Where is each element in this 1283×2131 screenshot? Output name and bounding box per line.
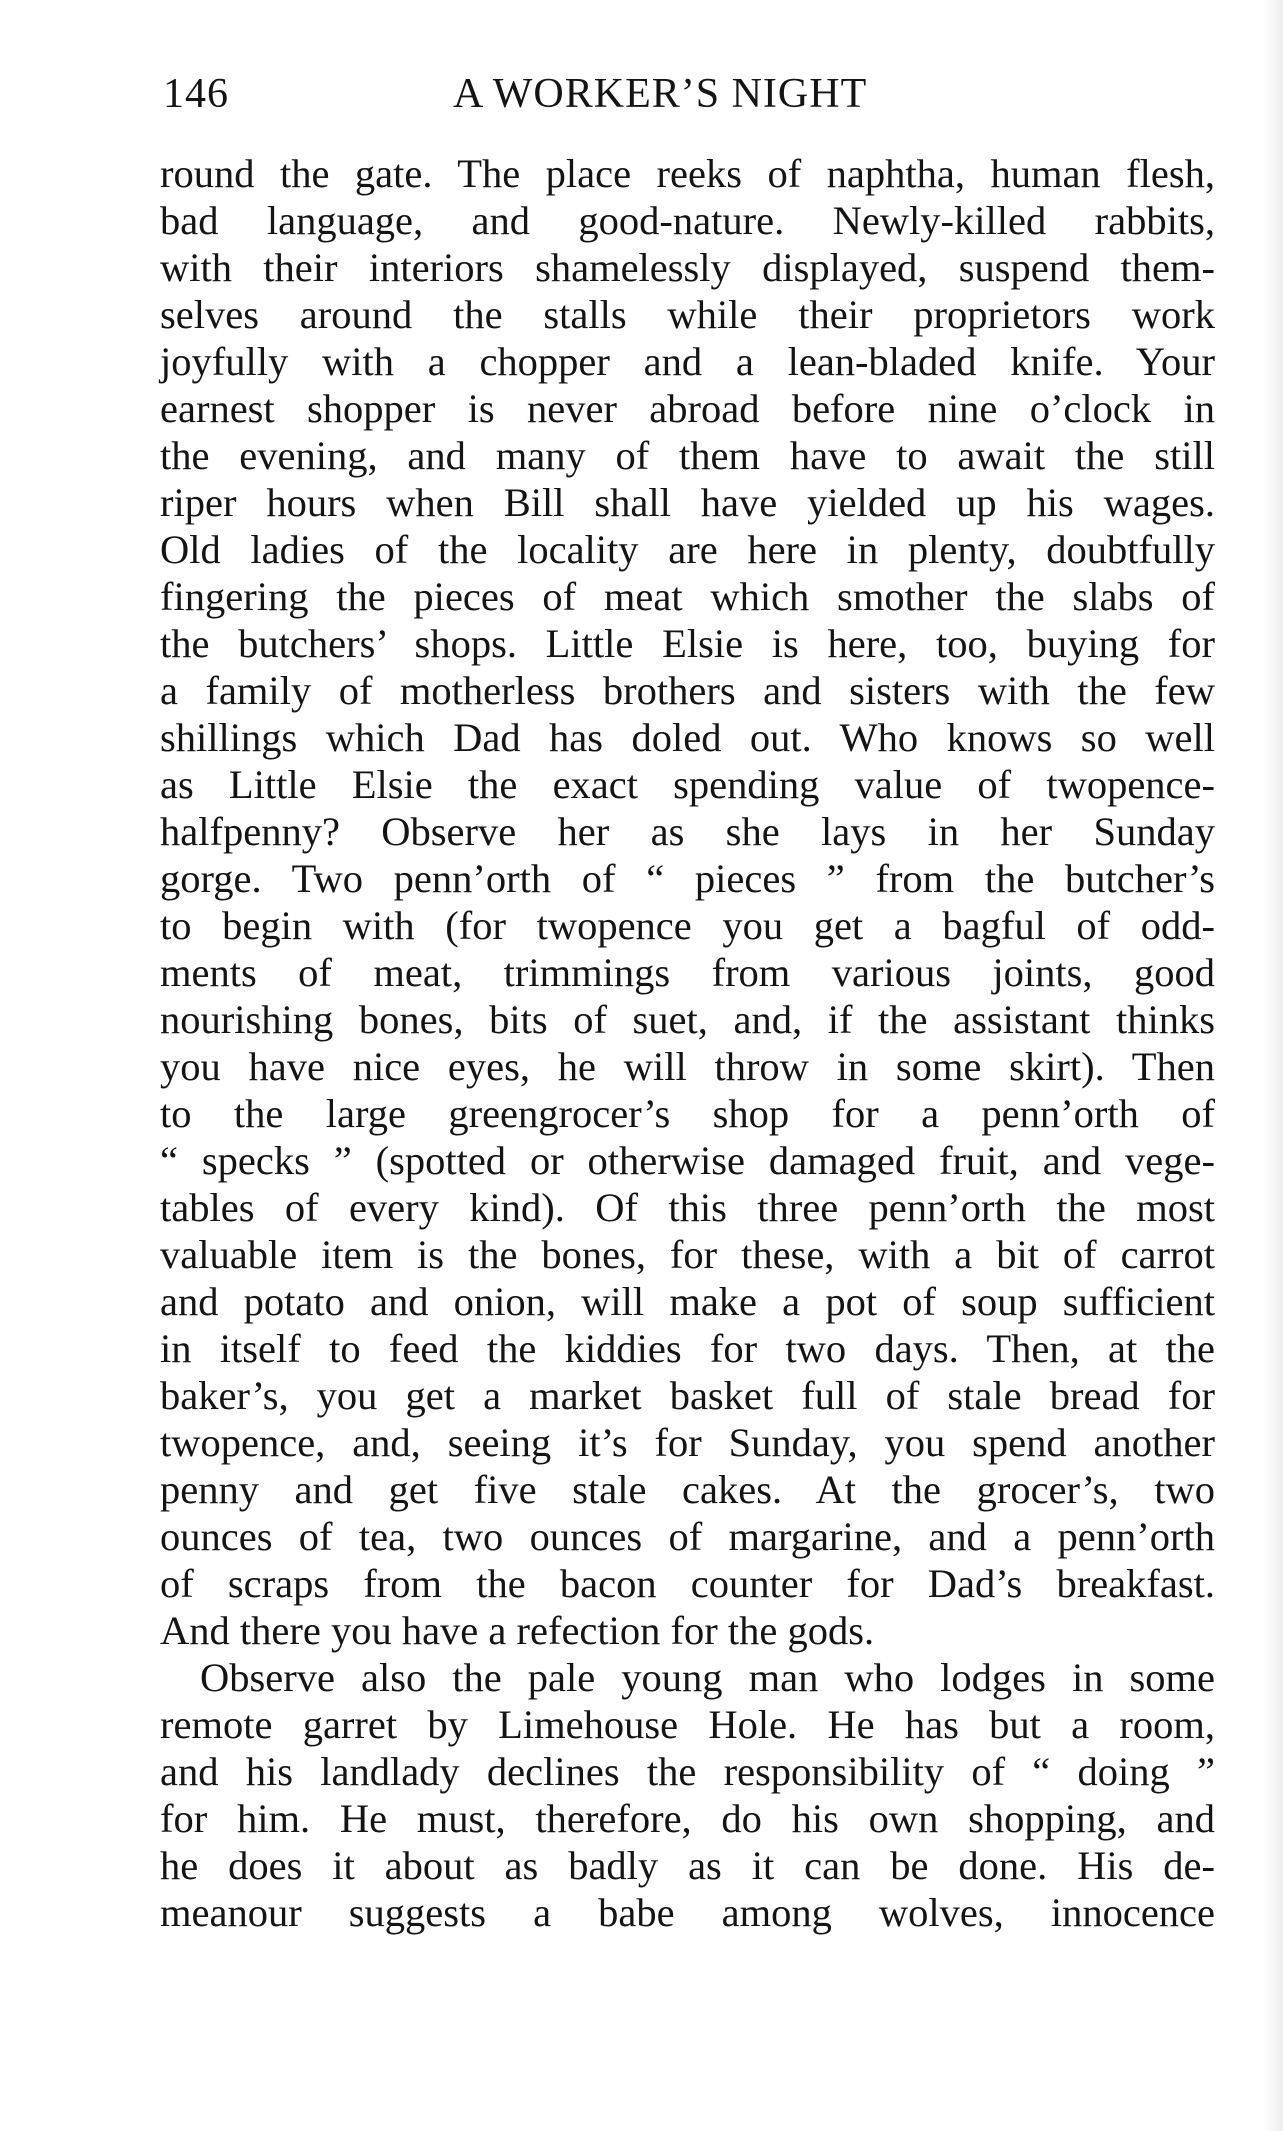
text-line: and his landlady declines the responsibility of “ doing ” [160,1749,1215,1794]
text-line: for him. He must, therefore, do his own shopping, and [160,1796,1215,1841]
text-line: joyfully with a chopper and a lean-bladed knife. Your [160,339,1215,384]
text-line: fingering the pieces of meat which smother the slabs of [160,574,1215,619]
text-line: “ specks ” (spotted or otherwise damaged fruit, and vege- [160,1138,1215,1183]
text-line: And there you have a refection for the gods. [160,1608,875,1653]
text-line: Old ladies of the locality are here in plenty, doubtfully [160,527,1215,572]
text-line: to begin with (for twopence you get a bagful of odd- [160,903,1215,948]
text-line: baker’s, you get a market basket full of stale bread for [160,1373,1215,1418]
text-line: with their interiors shamelessly displayed, suspend them- [160,245,1215,290]
text-line: and potato and onion, will make a pot of soup sufficient [160,1279,1215,1324]
text-line: gorge. Two penn’orth of “ pieces ” from the butcher’s [160,856,1215,901]
text-line: to the large greengrocer’s shop for a penn’orth of [160,1091,1215,1136]
text-line: the butchers’ shops. Little Elsie is here, too, buying for [160,621,1215,666]
text-line: of scraps from the bacon counter for Dad’s breakfast. [160,1561,1215,1606]
body-text [160,150,1215,1936]
text-line: you have nice eyes, he will throw in some skirt). Then [160,1044,1215,1089]
page-header [163,70,1213,126]
text-line: remote garret by Limehouse Hole. He has but a room, [160,1702,1215,1747]
text-line: selves around the stalls while their proprietors work [160,292,1215,337]
text-line: tables of every kind). Of this three penn’orth the most [160,1185,1215,1230]
paragraph [160,1654,1215,1936]
paragraph [160,150,1215,1654]
text-line: shillings which Dad has doled out. Who knows so well [160,715,1215,760]
text-line: he does it about as badly as it can be done. His de- [160,1843,1215,1888]
text-line: in itself to feed the kiddies for two days. Then, at the [160,1326,1215,1371]
text-line: penny and get five stale cakes. At the grocer’s, two [160,1467,1215,1512]
text-line: earnest shopper is never abroad before nine o’clock in [160,386,1215,431]
page-number: 146 [163,71,229,117]
page-edge [1265,0,1283,2131]
text-line: Observe also the pale young man who lodges in some [200,1655,1215,1700]
text-line: twopence, and, seeing it’s for Sunday, you spend another [160,1420,1215,1465]
text-line: round the gate. The place reeks of naphtha, human flesh, [160,151,1215,196]
text-line: nourishing bones, bits of suet, and, if the assistant thinks [160,997,1215,1042]
text-line: meanour suggests a babe among wolves, innocence [160,1890,1215,1935]
text-line: the evening, and many of them have to await the still [160,433,1215,478]
text-line: riper hours when Bill shall have yielded up his wages. [160,480,1215,525]
text-line: ounces of tea, two ounces of margarine, and a penn’orth [160,1514,1215,1559]
text-line: as Little Elsie the exact spending value of twopence- [160,762,1215,807]
text-line: a family of motherless brothers and sisters with the few [160,668,1215,713]
text-line: ments of meat, trimmings from various joints, good [160,950,1215,995]
text-line: valuable item is the bones, for these, with a bit of carrot [160,1232,1215,1277]
text-line: bad language, and good-nature. Newly-killed rabbits, [160,198,1215,243]
running-title: A WORKER’S NIGHT [453,71,868,117]
text-line: halfpenny? Observe her as she lays in her Sunday [160,809,1215,854]
